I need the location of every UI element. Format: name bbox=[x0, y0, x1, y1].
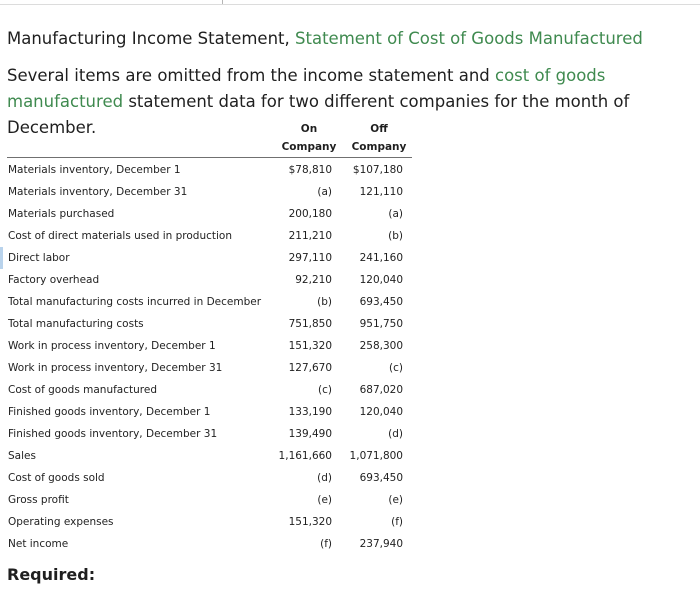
row-label: Finished goods inventory, December 1 bbox=[8, 406, 211, 418]
row-label: Cost of goods manufactured bbox=[8, 384, 157, 396]
row-label: Total manufacturing costs bbox=[8, 318, 144, 330]
off-company-value: (d) bbox=[388, 428, 403, 440]
off-company-value: 951,750 bbox=[359, 318, 403, 330]
off-company-value: (a) bbox=[388, 208, 403, 220]
row-label: Materials inventory, December 1 bbox=[8, 164, 181, 176]
off-company-value: (b) bbox=[388, 230, 403, 242]
table-row bbox=[0, 269, 420, 291]
off-company-value: 120,040 bbox=[359, 406, 403, 418]
on-company-value: (f) bbox=[320, 538, 332, 550]
table-row bbox=[0, 357, 420, 379]
col-header-off-line1: Off bbox=[370, 123, 388, 135]
off-company-value: 693,450 bbox=[359, 296, 403, 308]
on-company-value: (e) bbox=[317, 494, 332, 506]
off-company-value: 1,071,800 bbox=[349, 450, 403, 462]
row-label: Operating expenses bbox=[8, 516, 114, 528]
table-row bbox=[0, 313, 420, 335]
on-company-value: 211,210 bbox=[288, 230, 332, 242]
on-company-value: 133,190 bbox=[288, 406, 332, 418]
table-row bbox=[0, 159, 420, 181]
page-heading bbox=[7, 28, 643, 50]
row-label: Cost of goods sold bbox=[8, 472, 105, 484]
off-company-value: $107,180 bbox=[352, 164, 403, 176]
on-company-value: (b) bbox=[317, 296, 332, 308]
table-row bbox=[0, 181, 420, 203]
table-row bbox=[0, 511, 420, 533]
row-label: Materials inventory, December 31 bbox=[8, 186, 188, 198]
data-table bbox=[0, 159, 420, 555]
on-company-value: 151,320 bbox=[288, 340, 332, 352]
on-company-value: 139,490 bbox=[288, 428, 332, 440]
off-company-value: 121,110 bbox=[359, 186, 403, 198]
row-label: Work in process inventory, December 1 bbox=[8, 340, 216, 352]
table-row bbox=[0, 225, 420, 247]
off-company-value: 258,300 bbox=[359, 340, 403, 352]
table-row bbox=[0, 291, 420, 313]
off-company-value: 120,040 bbox=[359, 274, 403, 286]
row-label: Direct labor bbox=[8, 252, 70, 264]
on-company-value: 127,670 bbox=[288, 362, 332, 374]
off-company-value: 693,450 bbox=[359, 472, 403, 484]
on-company-value: $78,810 bbox=[288, 164, 332, 176]
table-row bbox=[0, 489, 420, 511]
on-company-value: (a) bbox=[317, 186, 332, 198]
table-row bbox=[0, 467, 420, 489]
table-header-rule bbox=[7, 157, 412, 158]
col-header-on-line2: Company bbox=[281, 141, 337, 153]
off-company-value: 237,940 bbox=[359, 538, 403, 550]
off-company-value: 241,160 bbox=[359, 252, 403, 264]
table-row bbox=[0, 379, 420, 401]
table-row bbox=[0, 423, 420, 445]
table-row bbox=[0, 203, 420, 225]
intro-link[interactable]: cost of goods manufactured bbox=[7, 66, 606, 111]
off-company-value: (f) bbox=[391, 516, 403, 528]
table-row bbox=[0, 335, 420, 357]
on-company-value: 297,110 bbox=[288, 252, 332, 264]
table-row bbox=[0, 445, 420, 467]
heading-title: Manufacturing Income Statement, bbox=[7, 29, 296, 48]
intro-text-before: Several items are omitted from the income statement and bbox=[7, 66, 495, 85]
table-row bbox=[0, 533, 420, 555]
required-heading: Required: bbox=[7, 565, 96, 584]
table-row bbox=[0, 247, 420, 269]
row-label: Factory overhead bbox=[8, 274, 100, 286]
top-divider-tick bbox=[222, 0, 223, 4]
top-divider bbox=[0, 0, 700, 5]
on-company-value: (c) bbox=[318, 384, 332, 396]
table-row bbox=[0, 401, 420, 423]
off-company-value: (c) bbox=[389, 362, 403, 374]
row-label: Work in process inventory, December 31 bbox=[8, 362, 223, 374]
row-label: Total manufacturing costs incurred in December bbox=[8, 296, 262, 308]
intro-text-after: statement data for two different companies for the month of December. bbox=[7, 92, 630, 137]
on-company-value: 151,320 bbox=[288, 516, 332, 528]
on-company-value: (d) bbox=[317, 472, 332, 484]
row-label: Net income bbox=[8, 538, 69, 550]
on-company-value: 751,850 bbox=[288, 318, 332, 330]
on-company-value: 200,180 bbox=[288, 208, 332, 220]
off-company-value: 687,020 bbox=[359, 384, 403, 396]
col-header-off-line2: Company bbox=[351, 141, 407, 153]
col-header-on-line1: On bbox=[300, 123, 318, 135]
row-label: Finished goods inventory, December 31 bbox=[8, 428, 218, 440]
row-label: Cost of direct materials used in production bbox=[8, 230, 233, 242]
row-label: Gross profit bbox=[8, 494, 69, 506]
off-company-value: (e) bbox=[388, 494, 403, 506]
row-label: Materials purchased bbox=[8, 208, 115, 220]
row-label: Sales bbox=[8, 450, 36, 462]
on-company-value: 92,210 bbox=[295, 274, 332, 286]
heading-link[interactable]: Statement of Cost of Goods Manufactured bbox=[295, 29, 643, 48]
on-company-value: 1,161,660 bbox=[278, 450, 332, 462]
